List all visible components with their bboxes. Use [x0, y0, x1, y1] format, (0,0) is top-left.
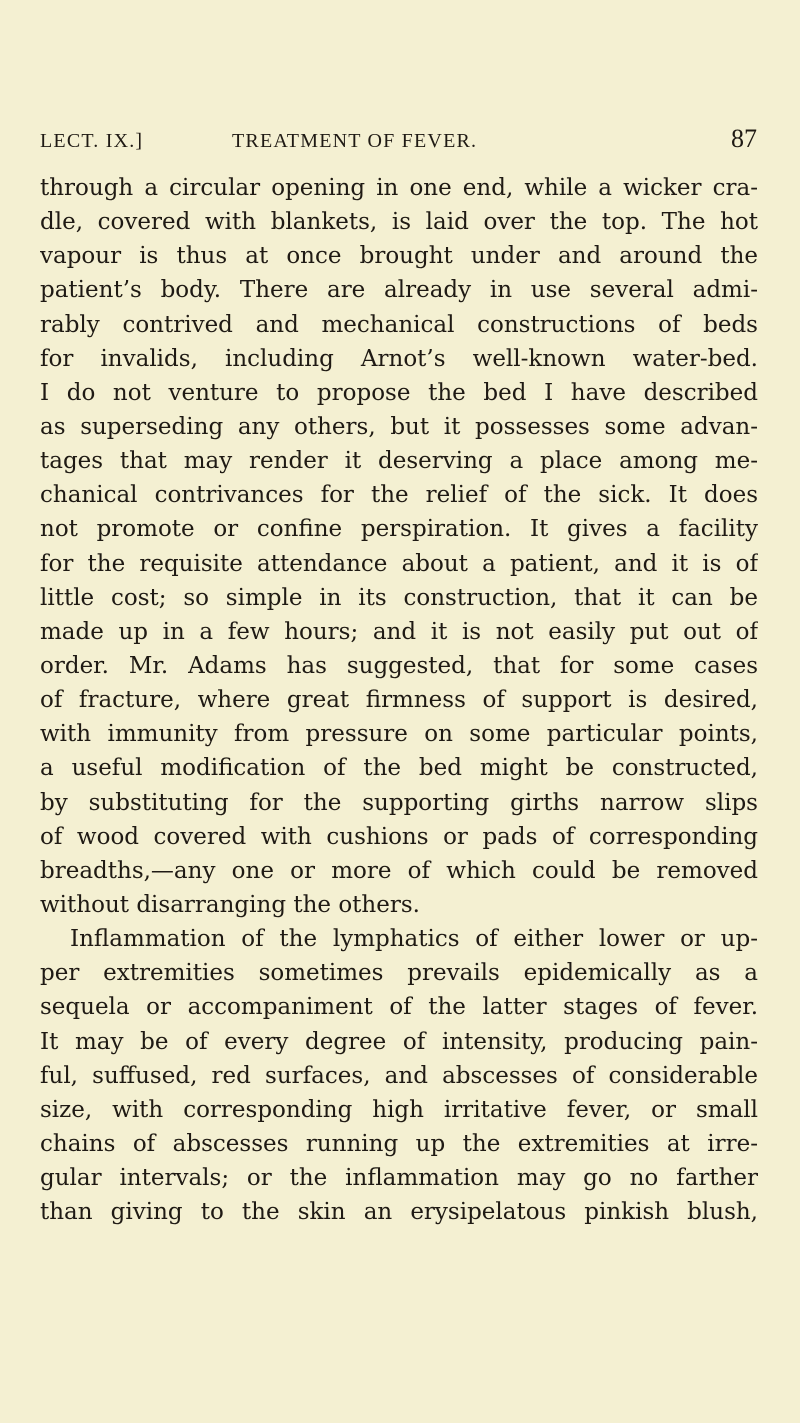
text-line: a useful modification of the bed might be constructed,	[40, 755, 758, 782]
text-line: gular intervals; or the inflammation may go no farther	[40, 1165, 758, 1192]
text-line: It may be of every degree of intensity, producing pain-	[40, 1028, 758, 1055]
running-head	[40, 124, 760, 164]
text-line: breadths,—any one or more of which could be removed	[40, 857, 758, 884]
text-line: not promote or confine perspiration. It gives a facility	[40, 516, 758, 543]
text-line: by substituting for the supporting girths narrow slips	[40, 789, 758, 816]
text-line: chanical contrivances for the relief of the sick. It does	[40, 482, 758, 509]
text-line: size, with corresponding high irritative fever, or small	[40, 1096, 758, 1123]
text-line: of fracture, where great firmness of support is desired,	[40, 687, 758, 714]
text-line: per extremities sometimes prevails epidemically as a	[40, 960, 758, 987]
text-line: tages that may render it deserving a place among me-	[40, 448, 758, 475]
text-line: I do not venture to propose the bed I have described	[40, 379, 758, 406]
page-number: 87	[731, 124, 757, 153]
text-line: dle, covered with blankets, is laid over the top. The hot	[40, 209, 758, 236]
text-line: for the requisite attendance about a patient, and it is of	[40, 550, 758, 577]
text-line: of wood covered with cushions or pads of corresponding	[40, 823, 758, 850]
text-line: Inflammation of the lymphatics of either lower or up-	[70, 926, 758, 953]
text-line: than giving to the skin an erysipelatous pinkish blush,	[40, 1199, 758, 1226]
text-line: little cost; so simple in its construction, that it can be	[40, 584, 758, 611]
text-line: patient’s body. There are already in use several admi-	[40, 277, 758, 304]
chapter-title: TREATMENT OF FEVER.	[232, 130, 478, 152]
text-line: vapour is thus at once brought under and around the	[40, 243, 758, 270]
text-line: chains of abscesses running up the extremities at irre-	[40, 1130, 758, 1157]
text-line: with immunity from pressure on some particular points,	[40, 721, 758, 748]
lecture-label: LECT. IX.]	[40, 130, 144, 152]
text-line: ful, suffused, red surfaces, and abscesses of considerable	[40, 1062, 758, 1089]
text-line: through a circular opening in one end, while a wicker cra-	[40, 175, 758, 201]
text-line: for invalids, including Arnot’s well-known water-bed.	[40, 345, 758, 372]
text-line: without disarranging the others.	[40, 891, 420, 918]
text-line: made up in a few hours; and it is not easily put out of	[40, 618, 758, 645]
text-line: rably contrived and mechanical constructions of beds	[40, 311, 758, 338]
body-text	[40, 171, 758, 1229]
text-line: sequela or accompaniment of the latter stages of fever.	[40, 994, 758, 1021]
text-line: order. Mr. Adams has suggested, that for some cases	[40, 652, 758, 679]
text-line: as superseding any others, but it possesses some advan-	[40, 413, 758, 440]
